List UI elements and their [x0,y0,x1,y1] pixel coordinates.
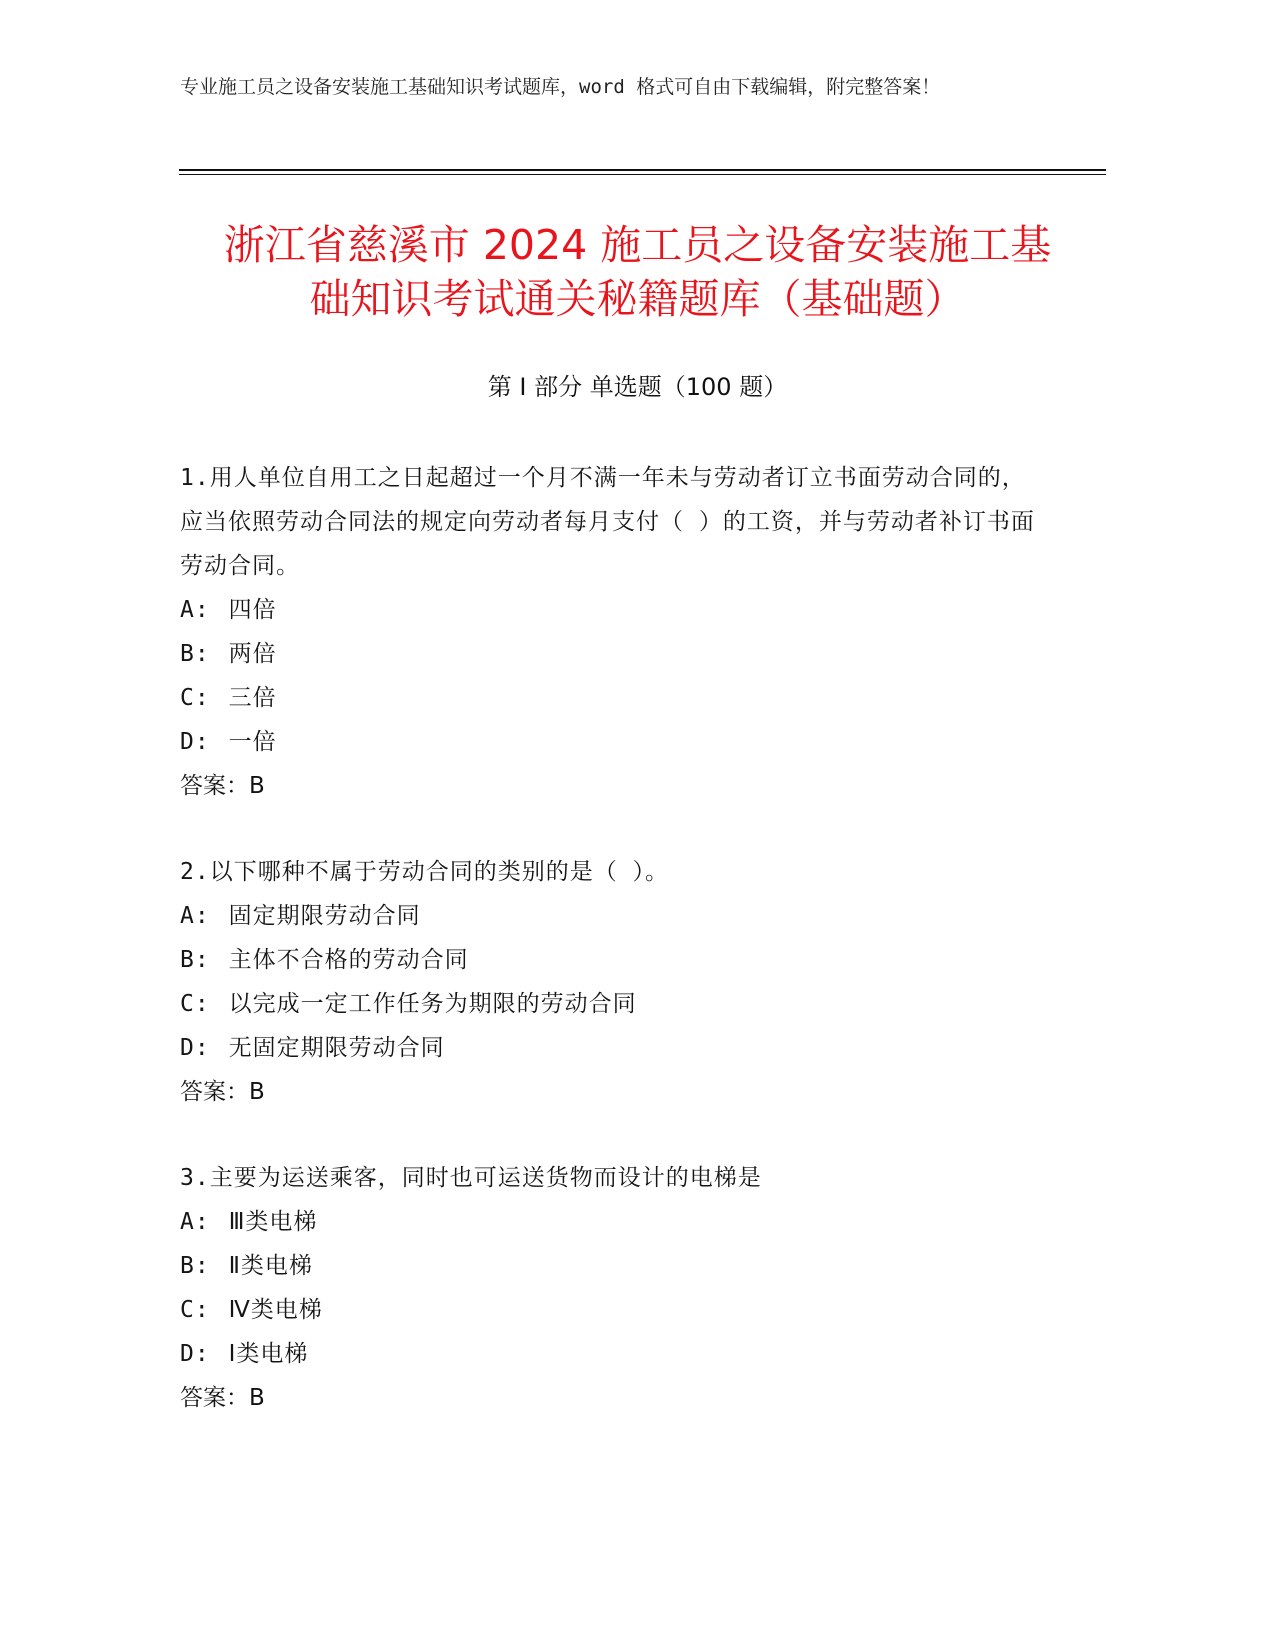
question-stem: 2.以下哪种不属于劳动合同的类别的是（ ）。 [180,859,670,885]
option-text: 主体不合格的劳动合同 [228,947,469,973]
option-letter: B: [180,1253,210,1279]
option-b [180,938,1040,982]
answer: 答案：B [180,1079,265,1105]
option-letter: D: [180,729,210,755]
option-d [180,720,1040,764]
option-text: 固定期限劳动合同 [228,903,421,929]
document-title [140,218,1135,326]
option-text: Ⅰ类电梯 [228,1341,309,1367]
question-stem: 3.主要为运送乘客，同时也可运送货物而设计的电梯是 [180,1165,762,1191]
question-1 [180,456,1040,808]
option-c [180,1288,1040,1332]
option-letter: A: [180,1209,210,1235]
option-b [180,1244,1040,1288]
question-3 [180,1156,1040,1420]
header-divider-thin [179,174,1106,175]
header-divider-thick [179,169,1106,171]
answer: 答案：B [180,773,265,799]
option-text: 三倍 [228,685,277,711]
option-a [180,894,1040,938]
option-a [180,588,1040,632]
option-letter: C: [180,685,210,711]
option-c [180,982,1040,1026]
option-text: 一倍 [228,729,277,755]
section-heading: 第 I 部分 单选题（100 题） [487,373,788,401]
option-letter: C: [180,1297,210,1323]
option-d [180,1026,1040,1070]
option-c [180,676,1040,720]
document-title-line2: 础知识考试通关秘籍题库（基础题） [309,275,966,323]
option-text: Ⅱ类电梯 [228,1253,313,1279]
option-letter: B: [180,641,210,667]
question-2 [180,850,1040,1114]
option-text: 无固定期限劳动合同 [228,1035,445,1061]
option-d [180,1332,1040,1376]
option-b [180,632,1040,676]
question-stem: 1.用人单位自用工之日起超过一个月不满一年未与劳动者订立书面劳动合同的，应当依照劳动合同法的规定向劳动者每月支付（ ）的工资，并与劳动者补订书面劳动合同。 [180,465,1035,579]
option-a [180,1200,1040,1244]
option-text: Ⅳ类电梯 [228,1297,323,1323]
option-letter: D: [180,1035,210,1061]
option-letter: D: [180,1341,210,1367]
option-text: Ⅲ类电梯 [228,1209,318,1235]
answer: 答案：B [180,1385,265,1411]
option-letter: B: [180,947,210,973]
option-text: 两倍 [228,641,277,667]
option-letter: A: [180,597,210,623]
option-text: 以完成一定工作任务为期限的劳动合同 [228,991,637,1017]
question-list [180,456,1040,1462]
header-note: 专业施工员之设备安装施工基础知识考试题库，word 格式可自由下载编辑，附完整答案！ [180,76,941,98]
option-letter: A: [180,903,210,929]
option-text: 四倍 [228,597,277,623]
document-title-line1: 浙江省慈溪市 2024 施工员之设备安装施工基 [223,221,1052,269]
option-letter: C: [180,991,210,1017]
